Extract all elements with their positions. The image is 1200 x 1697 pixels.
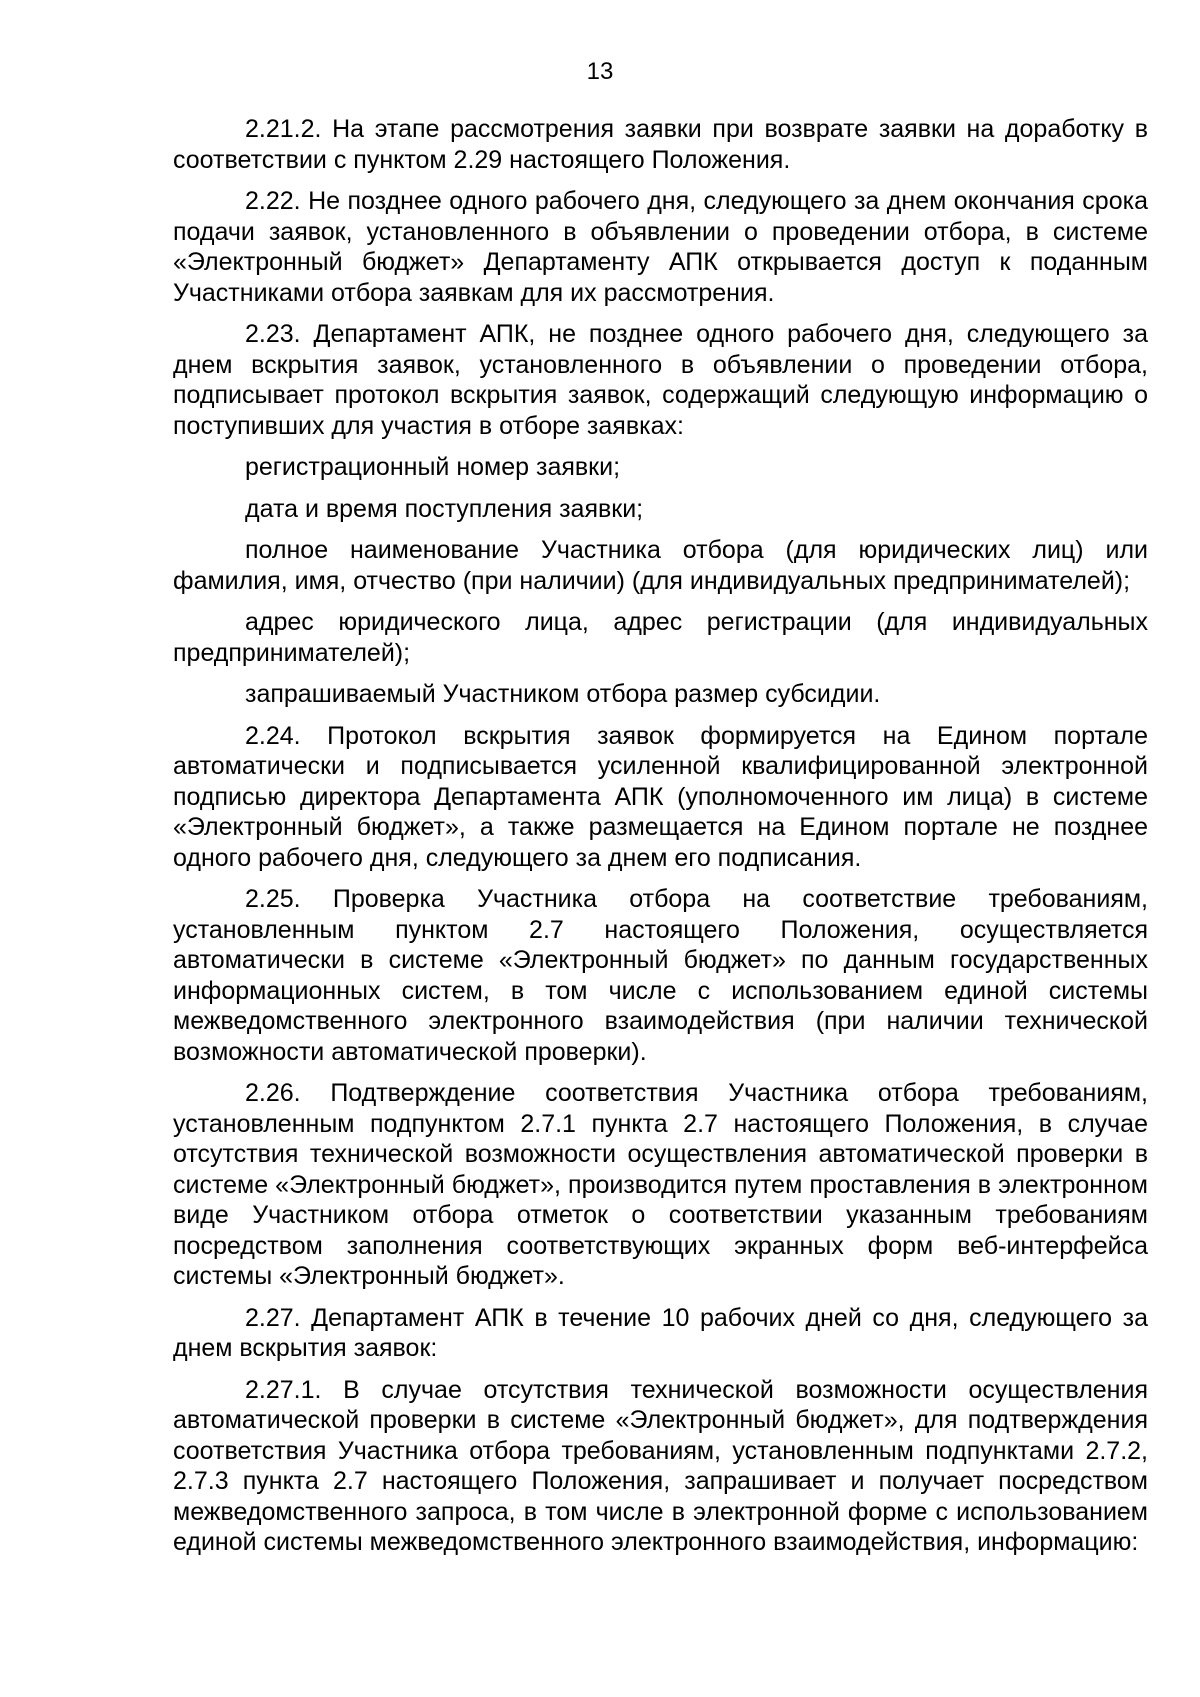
paragraph-2-24: 2.24. Протокол вскрытия заявок формируется на Едином портале автоматически и подписывается усиленной квалифицированной электронной подписью директора Департамента АПК (уполномоченного им лица) в системе «Электронный бюджет», а также размещается на Едином портале не позднее одного рабочего дня, следующего за днем его подписания. [173,721,1148,872]
paragraph-2-27: 2.27. Департамент АПК в течение 10 рабочих дней со дня, следующего за днем вскрытия заявок: [173,1303,1148,1362]
document-body [173,114,1148,1569]
paragraph-2-21-2: 2.21.2. На этапе рассмотрения заявки при возврате заявки на доработку в соответствии с пунктом 2.29 настоящего Положения. [173,115,1148,174]
list-item-registration-number: регистрационный номер заявки; [245,453,621,481]
paragraph-2-26: 2.26. Подтверждение соответствия Участника отбора требованиям, установленным подпунктом 2.7.1 пункта 2.7 настоящего Положения, в случае отсутствия технической возможности осуществления автоматической проверки в системе «Электронный бюджет», производится путем проставления в электронном виде Участником отбора отметок о соответствии указанным требованиям посредством заполнения соответствующих экранных форм веб-интерфейса системы «Электронный бюджет». [173,1079,1148,1290]
list-item-address: адрес юридического лица, адрес регистрации (для индивидуальных предпринимателей); [173,608,1148,667]
paragraph-2-22: 2.22. Не позднее одного рабочего дня, следующего за днем окончания срока подачи заявок, установленного в объявлении о проведении отбора, в системе «Электронный бюджет» Департаменту АПК открывается доступ к поданным Участниками отбора заявкам для их рассмотрения. [173,187,1148,307]
list-item-date-time: дата и время поступления заявки; [245,494,644,523]
list-item-full-name: полное наименование Участника отбора (для юридических лиц) или фамилия, имя, отчество (при наличии) (для индивидуальных предпринимателей); [173,536,1148,595]
paragraph-2-23: 2.23. Департамент АПК, не позднее одного рабочего дня, следующего за днем вскрытия заявок, установленного в объявлении о проведении отбора, подписывает протокол вскрытия заявок, содержащий следующую информацию о поступивших для участия в отборе заявках: [173,320,1148,440]
paragraph-2-25: 2.25. Проверка Участника отбора на соответствие требованиям, установленным пунктом 2.7 настоящего Положения, осуществляется автоматически в системе «Электронный бюджет» по данным государственных информационных систем, в том числе с использованием единой системы межведомственного электронного взаимодействия (при наличии технической возможности автоматической проверки). [173,885,1148,1066]
paragraph-2-27-1: 2.27.1. В случае отсутствия технической возможности осуществления автоматической проверки в системе «Электронный бюджет», для подтверждения соответствия Участника отбора требованиям, установленным подпунктами 2.7.2, 2.7.3 пункта 2.7 настоящего Положения, запрашивает и получает посредством межведомственного запроса, в том числе в электронной форме с использованием единой системы межведомственного электронного взаимодействия, информацию: [173,1375,1148,1556]
page-number: 13 [586,58,614,85]
list-item-subsidy-amount: запрашиваемый Участником отбора размер субсидии. [245,680,881,708]
